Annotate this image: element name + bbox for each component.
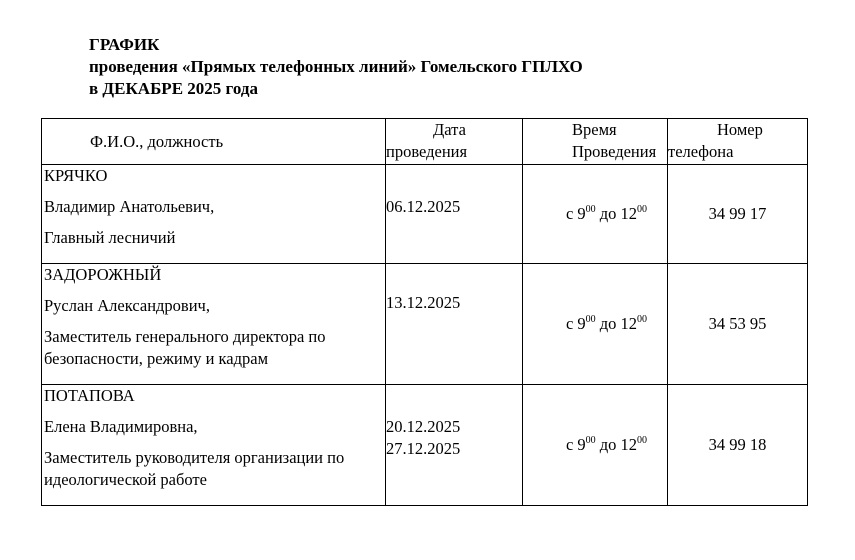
heading-subtitle: проведения «Прямых телефонных линий» Гомельского ГПЛХО xyxy=(89,57,583,76)
column-header-date-line2: проведения xyxy=(386,142,468,161)
date-value: 06.12.2025 xyxy=(386,197,461,216)
time-cell xyxy=(523,385,668,506)
time-from: с 9 xyxy=(565,435,586,454)
table-row xyxy=(42,385,808,506)
phone-cell xyxy=(668,165,808,264)
person-position-cont: безопасности, режиму и кадрам xyxy=(44,349,269,368)
person-position: Заместитель генерального директора по xyxy=(44,327,326,346)
column-header-date xyxy=(386,119,523,165)
person-given-names: Владимир Анатольевич, xyxy=(44,197,215,216)
time-from-minutes: 00 xyxy=(585,435,596,446)
time-to-minutes: 00 xyxy=(637,314,648,325)
time-cell xyxy=(523,165,668,264)
time-from: с 9 xyxy=(565,314,586,333)
time-to: до 12 xyxy=(595,314,638,333)
date-cell xyxy=(386,165,523,264)
person-surname: КРЯЧКО xyxy=(44,166,108,185)
heading-period: в ДЕКАБРЕ 2025 года xyxy=(89,79,258,98)
date-cell xyxy=(386,385,523,506)
column-header-phone xyxy=(668,119,808,165)
heading-title: ГРАФИК xyxy=(89,35,160,54)
time-from: с 9 xyxy=(565,204,586,223)
time-to-minutes: 00 xyxy=(637,204,648,215)
schedule-table xyxy=(41,118,808,506)
time-to: до 12 xyxy=(595,204,638,223)
person-position: Главный лесничий xyxy=(44,228,176,247)
table-header-row xyxy=(42,119,808,165)
column-header-time-line2: Проведения xyxy=(572,142,657,161)
date-cell xyxy=(386,264,523,385)
date-value: 13.12.2025 xyxy=(386,293,461,312)
date-value: 20.12.2025 xyxy=(386,417,461,436)
phone-number: 34 99 17 xyxy=(708,204,767,223)
phone-number: 34 53 95 xyxy=(708,314,767,333)
time-to-minutes: 00 xyxy=(637,435,648,446)
person-surname: ЗАДОРОЖНЫЙ xyxy=(44,265,162,284)
document-heading xyxy=(89,34,583,100)
time-from-minutes: 00 xyxy=(585,314,596,325)
column-header-date-line1: Дата xyxy=(433,120,466,139)
column-header-phone-line1: Номер xyxy=(717,120,763,139)
column-header-time-line1: Время xyxy=(572,120,617,139)
phone-cell xyxy=(668,385,808,506)
column-header-phone-line2: телефона xyxy=(668,142,734,161)
person-cell xyxy=(42,264,386,385)
time-cell xyxy=(523,264,668,385)
table-row xyxy=(42,165,808,264)
date-value-second: 27.12.2025 xyxy=(386,439,461,458)
time-from-minutes: 00 xyxy=(585,204,596,215)
person-given-names: Елена Владимировна, xyxy=(44,417,198,436)
table-row xyxy=(42,264,808,385)
phone-cell xyxy=(668,264,808,385)
time-to: до 12 xyxy=(595,435,638,454)
person-cell xyxy=(42,385,386,506)
person-given-names: Руслан Александрович, xyxy=(44,296,210,315)
column-header-time xyxy=(523,119,668,165)
person-surname: ПОТАПОВА xyxy=(44,386,135,405)
column-header-name: Ф.И.О., должность xyxy=(42,119,386,165)
person-position-cont: идеологической работе xyxy=(44,470,207,489)
person-cell xyxy=(42,165,386,264)
person-position: Заместитель руководителя организации по xyxy=(44,448,345,467)
phone-number: 34 99 18 xyxy=(708,435,767,454)
